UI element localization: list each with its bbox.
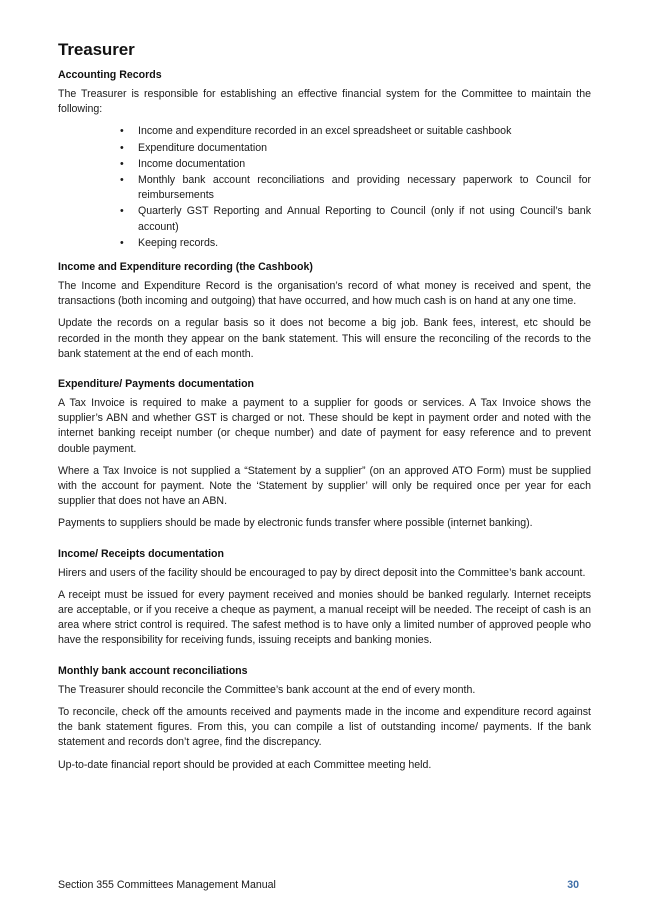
- document-page: [58, 40, 591, 780]
- bullet-item: [120, 173, 591, 203]
- bullet-item: [120, 157, 591, 172]
- bullet-icon: •: [120, 174, 124, 187]
- paragraph: Up-to-date financial report should be provided at each Committee meeting held.: [58, 758, 432, 771]
- bullet-item: [120, 124, 591, 139]
- section-heading-income: Income/ Receipts documentation: [58, 547, 224, 560]
- bullet-text: Monthly bank account reconciliations and providing necessary paperwork to Council for reimbursements: [138, 174, 591, 202]
- paragraph: Payments to suppliers should be made by electronic funds transfer where possible (internet banking).: [58, 517, 533, 530]
- section-heading-expenditure: Expenditure/ Payments documentation: [58, 378, 255, 391]
- footer-manual-title: Section 355 Committees Management Manual: [58, 879, 276, 891]
- bullet-icon: •: [120, 205, 124, 218]
- bullet-list: [58, 124, 591, 251]
- paragraph: The Treasurer should reconcile the Committee’s bank account at the end of every month.: [58, 683, 476, 696]
- paragraph: To reconcile, check off the amounts received and payments made in the income and expenditure record against the bank statement figures. From this, you can compile a list of outstanding income/ payments. If the bank statement and records don’t agree, find the discrepancy.: [58, 705, 591, 749]
- paragraph: Hirers and users of the facility should be encouraged to pay by direct deposit into the Committee’s bank account.: [58, 566, 586, 579]
- bullet-icon: •: [120, 157, 124, 170]
- bullet-text: Quarterly GST Reporting and Annual Reporting to Council (only if not using Council’s bank account): [138, 205, 591, 233]
- paragraph: A Tax Invoice is required to make a payment to a supplier for goods or services. A Tax Invoice shows the supplier’s ABN and whether GST is charged or not. These should be kept in payment order and noted with the internet banking receipt number (or cheque number) and date of payment for easy reference and to prevent double payment.: [58, 397, 591, 455]
- paragraph: Where a Tax Invoice is not supplied a “Statement by a supplier” (on an approved ATO Form) must be supplied with the account for payment. Note the ‘Statement by supplier’ will only be required once per year for each supplier that does not have an ABN.: [58, 464, 591, 508]
- bullet-text: Income and expenditure recorded in an excel spreadsheet or suitable cashbook: [138, 125, 512, 138]
- paragraph: Update the records on a regular basis so it does not become a big job. Bank fees, interest, etc should be recorded in the month they appear on the bank statement. This will ensure the reconciling of the records to the bank statement at the end of each month.: [58, 317, 591, 360]
- bullet-text: Income documentation: [138, 157, 246, 170]
- section-heading-cashbook: Income and Expenditure recording (the Cashbook): [58, 261, 313, 274]
- bullet-icon: •: [120, 141, 124, 154]
- bullet-icon: •: [120, 125, 124, 138]
- section-heading-accounting-records: Accounting Records: [58, 69, 162, 81]
- bullet-text: Keeping records.: [138, 236, 219, 249]
- section-spacer: [58, 656, 591, 665]
- paragraph: The Income and Expenditure Record is the organisation’s record of what money is received and spent, the transactions (both incoming and outgoing) that have occurred, and how much cash is on hand at any one time.: [58, 280, 591, 308]
- page-footer: [58, 879, 579, 891]
- section-heading-reconciliations: Monthly bank account reconciliations: [58, 664, 248, 677]
- section-spacer: [58, 539, 591, 548]
- bullet-item: [120, 204, 591, 234]
- section-spacer: [58, 369, 591, 378]
- page-title: Treasurer: [58, 40, 135, 59]
- page-number: 30: [567, 879, 579, 891]
- paragraph: A receipt must be issued for every payment received and monies should be banked regularly. Internet receipts are acceptable, or if you receive a cheque as payment, a manual receipt will be needed. The receipt of cash is an area where strict control is required. The safest method is to have only a limited number of approved people who have the responsibility for receiving funds, issuing receipts and banking monies.: [58, 588, 591, 647]
- bullet-item: [120, 141, 591, 156]
- bullet-item: [120, 236, 591, 251]
- bullet-icon: •: [120, 236, 124, 249]
- paragraph: The Treasurer is responsible for establishing an effective financial system for the Committee to maintain the following:: [58, 88, 591, 116]
- bullet-text: Expenditure documentation: [138, 141, 267, 154]
